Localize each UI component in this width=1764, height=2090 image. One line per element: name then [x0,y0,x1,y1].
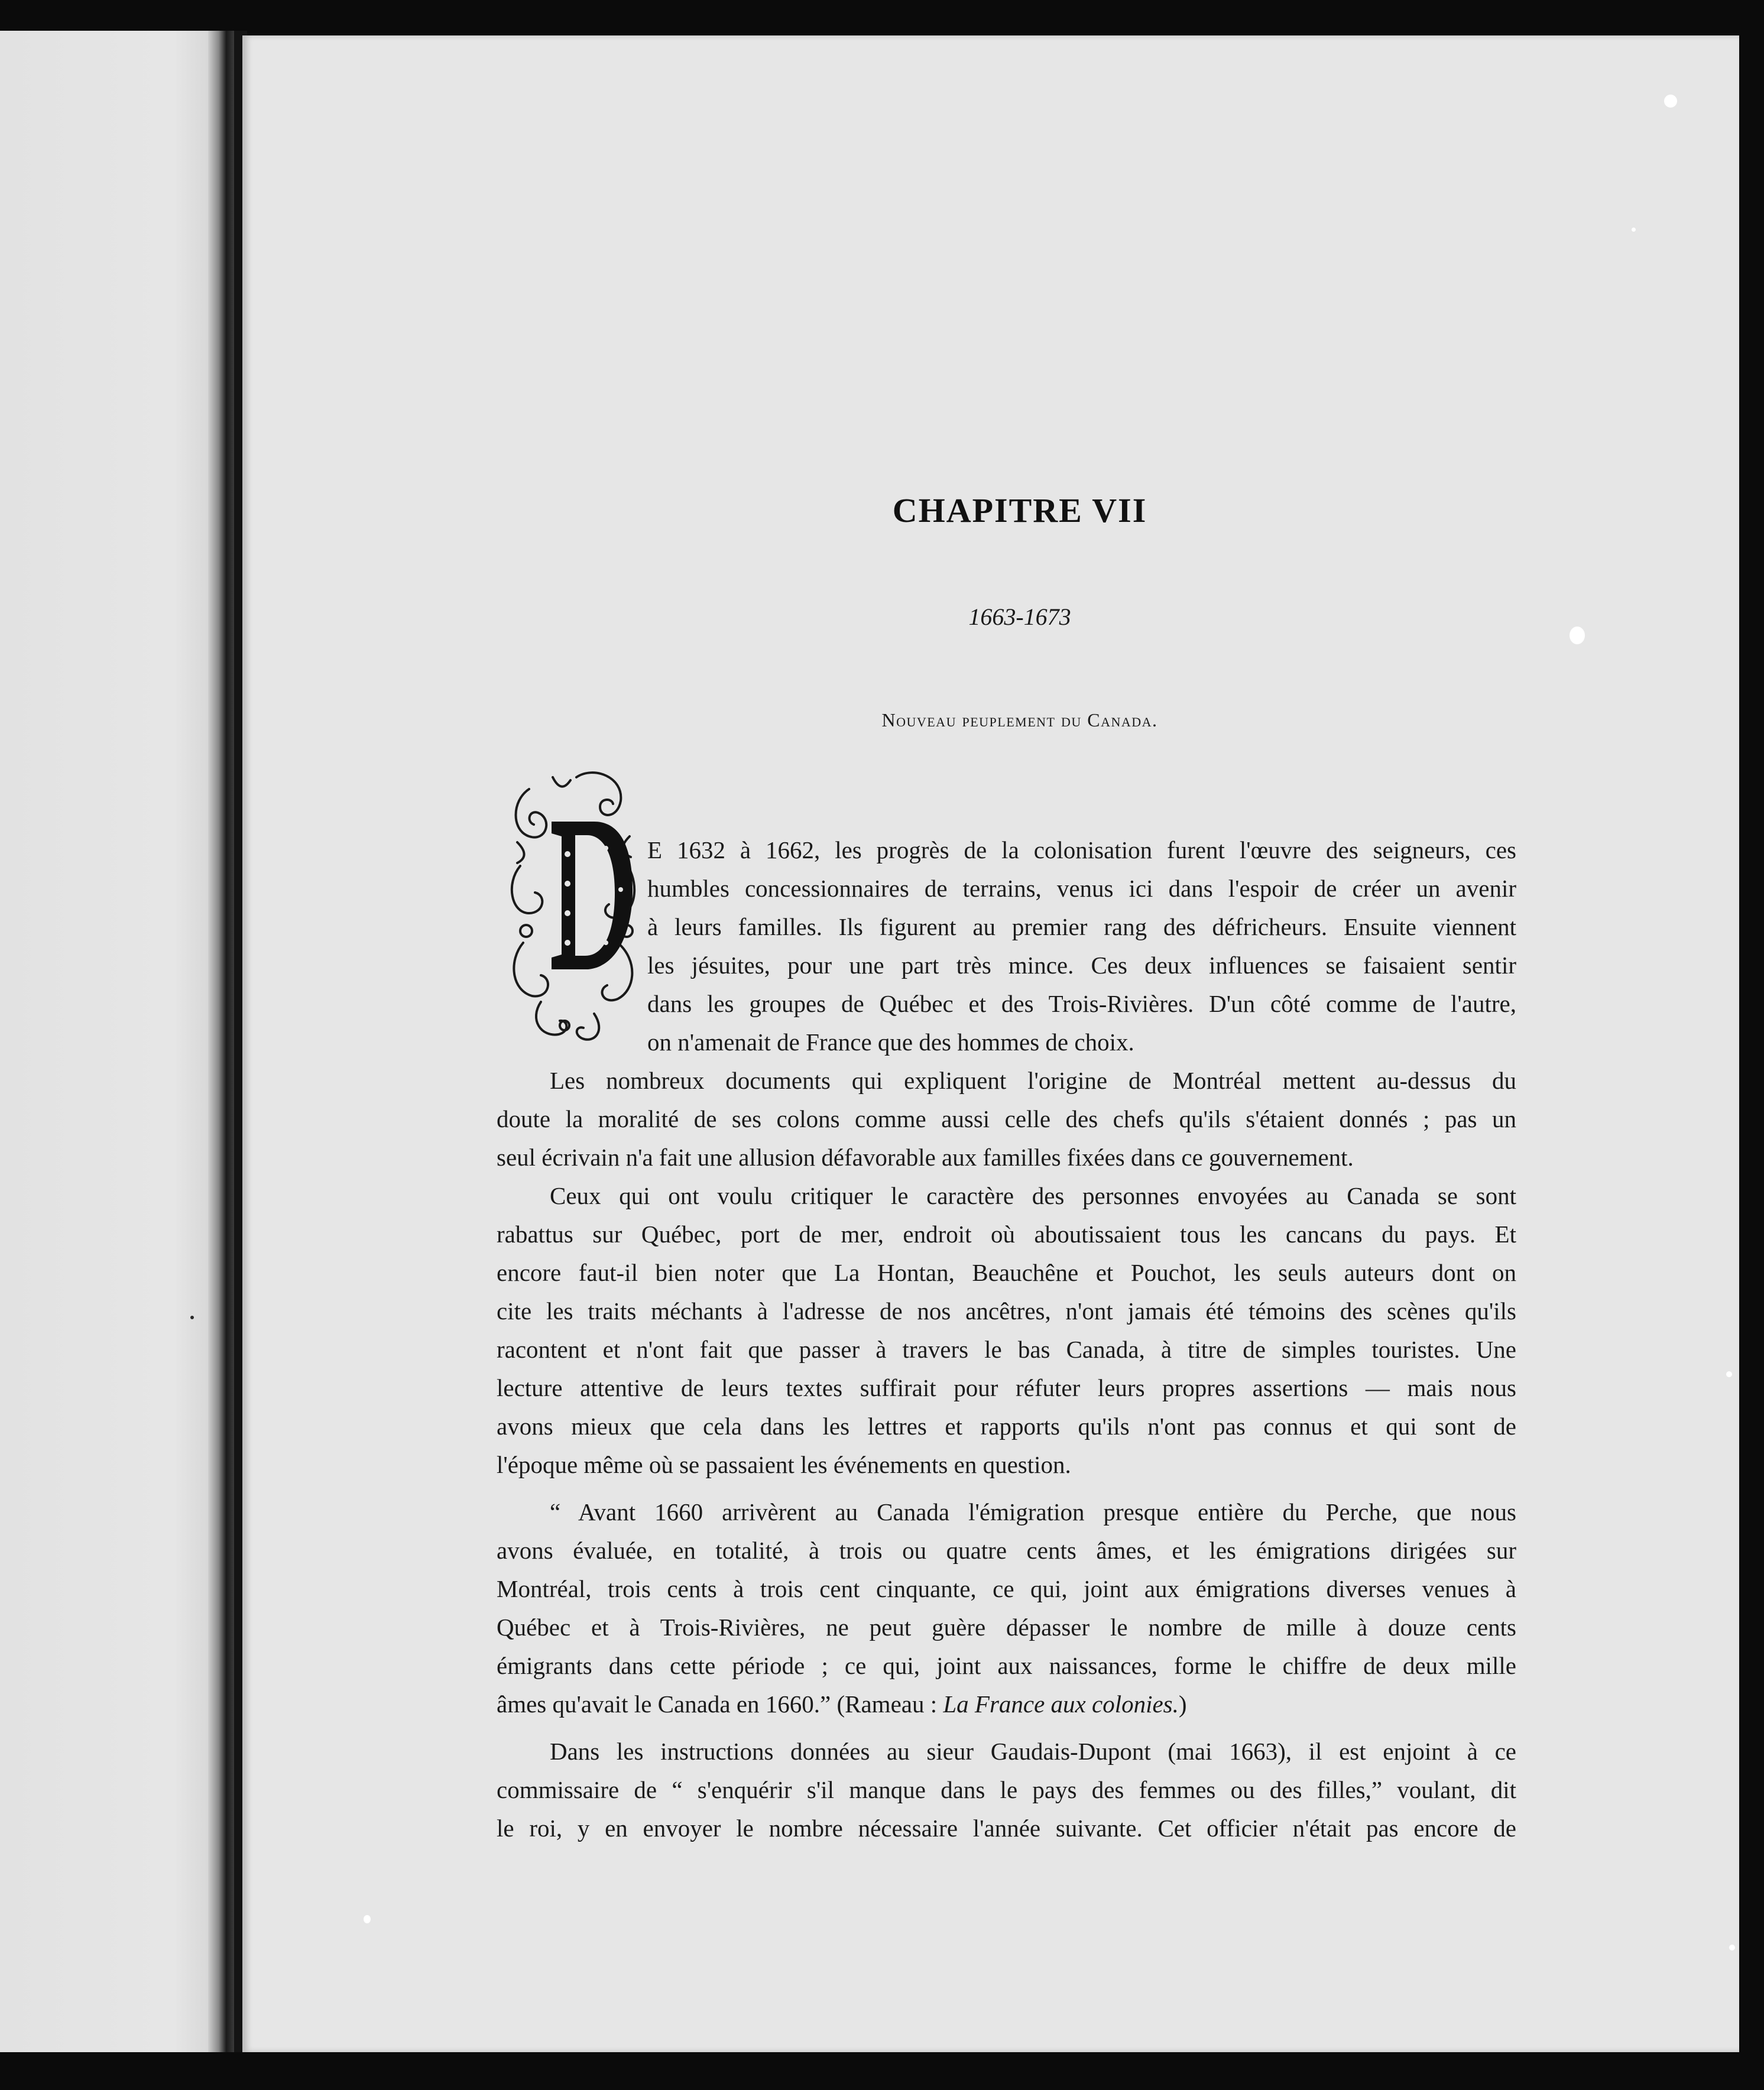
body-line: Québec et à Trois-Rivières, ne peut guère dépasser le nombre de mille à douze cents [497,1614,1516,1641]
body-line: humbles concessionnaires de terrains, venus ici dans l'espoir de créer un avenir [647,875,1516,902]
page-border [1739,35,1764,2052]
scan-speck [1664,95,1677,108]
citation-suffix: ) [1178,1690,1187,1718]
body-line: commissaire de “ s'enquérir s'il manque dans le pays des femmes ou des filles,” voulant, dit [497,1776,1516,1803]
body-line: dans les groupes de Québec et des Trois-Rivières. D'un côté comme de l'autre, [647,990,1516,1017]
body-line: E 1632 à 1662, les progrès de la colonisation furent l'œuvre des seigneurs, ces [647,836,1516,864]
body-line: Les nombreux documents qui expliquent l'origine de Montréal mettent au-dessus du [550,1067,1516,1094]
citation-prefix: âmes qu'avait le Canada en 1660.” (Rameau : [497,1690,943,1718]
body-line: “ Avant 1660 arrivèrent au Canada l'émigration presque entière du Perche, que nous [550,1498,1516,1526]
scan-speck [1632,228,1636,232]
body-line: Ceux qui ont voulu critiquer le caractère des personnes envoyées au Canada se sont [550,1182,1516,1209]
ornamental-dropcap-d-icon [505,765,641,1043]
citation-title: La France aux colonies. [943,1690,1179,1718]
body-line: seul écrivain n'a fait une allusion défavorable aux familles fixées dans ce gouvernement. [497,1144,1354,1171]
body-line: doute la moralité de ses colons comme aussi celle des chefs qu'ils s'étaient donnés ; pas un [497,1105,1516,1132]
body-line: émigrants dans cette période ; ce qui, joint aux naissances, forme le chiffre de deux mille [497,1652,1516,1679]
body-line: avons mieux que cela dans les lettres et rapports qu'ils n'ont pas connus et qui sont de [497,1413,1516,1440]
scan-speck [1726,1371,1732,1377]
left-page [0,31,218,2052]
body-line: racontent et n'ont fait que passer à travers le bas Canada, à titre de simples touristes. Une [497,1336,1516,1363]
left-page-edge [208,31,234,2052]
body-line-citation [497,1685,1516,1724]
body-line: à leurs familles. Ils figurent au premier rang des défricheurs. Ensuite viennent [647,913,1516,940]
body-line: rabattus sur Québec, port de mer, endroit où aboutissaient tous les cancans du pays. Et [497,1221,1516,1248]
scan-speck [364,1915,371,1923]
scan-speck [1570,627,1585,644]
chapter-subtitle: Nouveau peuplement du Canada. [881,709,1158,731]
body-line: Dans les instructions données au sieur Gaudais-Dupont (mai 1663), il est enjoint à ce [550,1738,1516,1765]
body-line: l'époque même où se passaient les événements en question. [497,1451,1071,1478]
chapter-dates: 1663-1673 [968,603,1071,630]
body-line: avons évaluée, en totalité, à trois ou quatre cents âmes, et les émigrations dirigées sur [497,1537,1516,1564]
chapter-title: CHAPITRE VII [892,491,1147,530]
body-line: les jésuites, pour une part très mince. Ces deux influences se faisaient sentir [647,952,1516,979]
body-line: cite les traits méchants à l'adresse de nos ancêtres, n'ont jamais été témoins des scènes qu'ils [497,1297,1516,1325]
body-line: on n'amenait de France que des hommes de choix. [647,1028,1134,1056]
body-line: Montréal, trois cents à trois cent cinquante, ce qui, joint aux émigrations diverses venues à [497,1575,1516,1602]
body-line: lecture attentive de leurs textes suffirait pour réfuter leurs propres assertions — mais nous [497,1374,1516,1401]
scan-speck [190,1316,194,1319]
body-line: le roi, y en envoyer le nombre nécessaire l'année suivante. Cet officier n'était pas encore de [497,1815,1516,1842]
body-line: encore faut-il bien noter que La Hontan, Beauchêne et Pouchot, les seuls auteurs dont on [497,1259,1516,1286]
scan-speck [1729,1945,1735,1951]
